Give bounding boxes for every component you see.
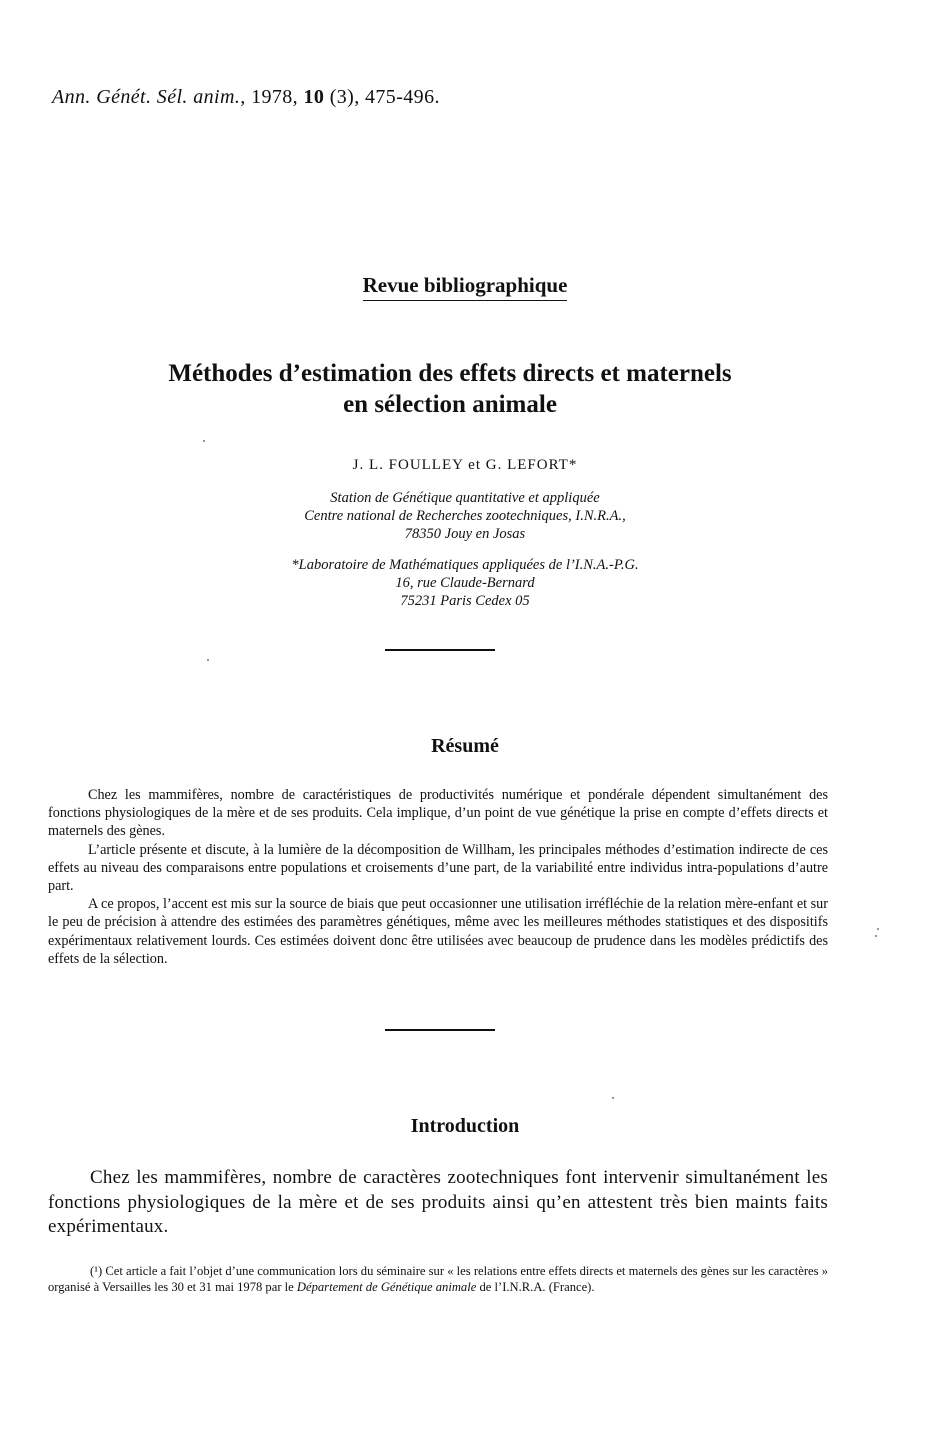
journal-citation <box>52 86 440 109</box>
scan-speck <box>875 935 877 937</box>
footnote-text: Cet article a fait l’objet d’une communication lors du séminaire sur « les relations entre effets directs et maternels des gènes sur les caractères » organisé à Versailles les 30 et 31 mai 1978 par le <box>48 1264 828 1294</box>
scan-speck <box>203 440 205 442</box>
article-title <box>60 358 840 420</box>
affiliation-2-line-3: 75231 Paris Cedex 05 <box>400 593 530 609</box>
introduction-heading: Introduction <box>410 1115 520 1137</box>
abstract-body <box>48 786 828 968</box>
abstract-paragraph: Chez les mammifères, nombre de caractéristiques de productivités numérique et pondérale dépendent simultanément des fonctions physiologiques de la mère et de ses produits. Cela implique, d’un point de vue génétique la prise en compte d’effets directs et maternels des gènes. <box>48 787 828 840</box>
resume-heading: Résumé <box>431 735 499 757</box>
journal-abbrev-4: anim., <box>193 86 246 108</box>
journal-abbrev-1: Ann. <box>52 86 91 108</box>
section-rubric <box>0 273 930 298</box>
scan-speck <box>207 659 209 661</box>
introduction-paragraph: Chez les mammifères, nombre de caractères zootechniques font intervenir simultanément les fonctions physiologiques de la mère et de ses produits ainsi qu’en attestent très bien maints faits expérimentaux. <box>48 1167 828 1237</box>
scan-speck <box>612 1097 614 1099</box>
title-line-2: en sélection animale <box>343 391 557 418</box>
affiliation-1 <box>0 489 930 543</box>
journal-year: 1978, <box>251 86 299 108</box>
divider-rule <box>385 1029 495 1031</box>
affiliation-1-line-2: Centre national de Recherches zootechniques, I.N.R.A., <box>304 508 626 524</box>
rubric-label: Revue bibliographique <box>363 273 568 301</box>
footnote-italic-department: Département de Génétique animale <box>296 1279 477 1294</box>
affiliation-1-line-1: Station de Génétique quantitative et appliquée <box>330 490 600 506</box>
abstract-paragraph: L’article présente et discute, à la lumière de la décomposition de Willham, les principales méthodes d’estimation indirecte de ces effets au niveau des comparaisons entre populations et croisements d’une part, de la variabilité entre individus intra-populations d’autre part. <box>48 841 828 895</box>
footnote-paragraph <box>48 1264 828 1295</box>
divider-rule <box>385 649 495 651</box>
footnote-marker: (¹) <box>90 1264 103 1278</box>
journal-issue-pages: (3), 475-496. <box>329 86 440 108</box>
abstract-paragraph: A ce propos, l’accent est mis sur la source de biais que peut occasionner une utilisation irréfléchie de la relation mère-enfant et sur le peu de précision à attendre des estimées des paramètres génétiques, même avec les meilleures méthodes statistiques et des dispositifs expérimentaux relativement lourds. Ces estimées doivent donc être utilisées avec beaucoup de prudence dans les modèles prédictifs des effets de la sélection. <box>48 896 828 967</box>
affiliation-1-line-3: 78350 Jouy en Josas <box>404 526 526 542</box>
footnote <box>48 1264 828 1295</box>
journal-abbrev-2: Génét. <box>96 86 152 108</box>
authors: J. L. FOULLEY et G. LEFORT* <box>352 457 578 473</box>
footnote-text-end: de l’I.N.R.A. (France). <box>479 1279 595 1294</box>
affiliation-2-line-1: *Laboratoire de Mathématiques appliquées de l’I.N.A.-P.G. <box>291 557 639 573</box>
journal-abbrev-3: Sél. <box>156 86 188 108</box>
introduction-body <box>48 1166 828 1240</box>
title-line-1: Méthodes d’estimation des effets directs et maternels <box>168 360 732 387</box>
affiliation-2-line-2: 16, rue Claude-Bernard <box>395 575 535 591</box>
affiliation-2 <box>0 556 930 610</box>
scan-speck <box>877 928 879 930</box>
journal-volume: 10 <box>303 86 325 108</box>
